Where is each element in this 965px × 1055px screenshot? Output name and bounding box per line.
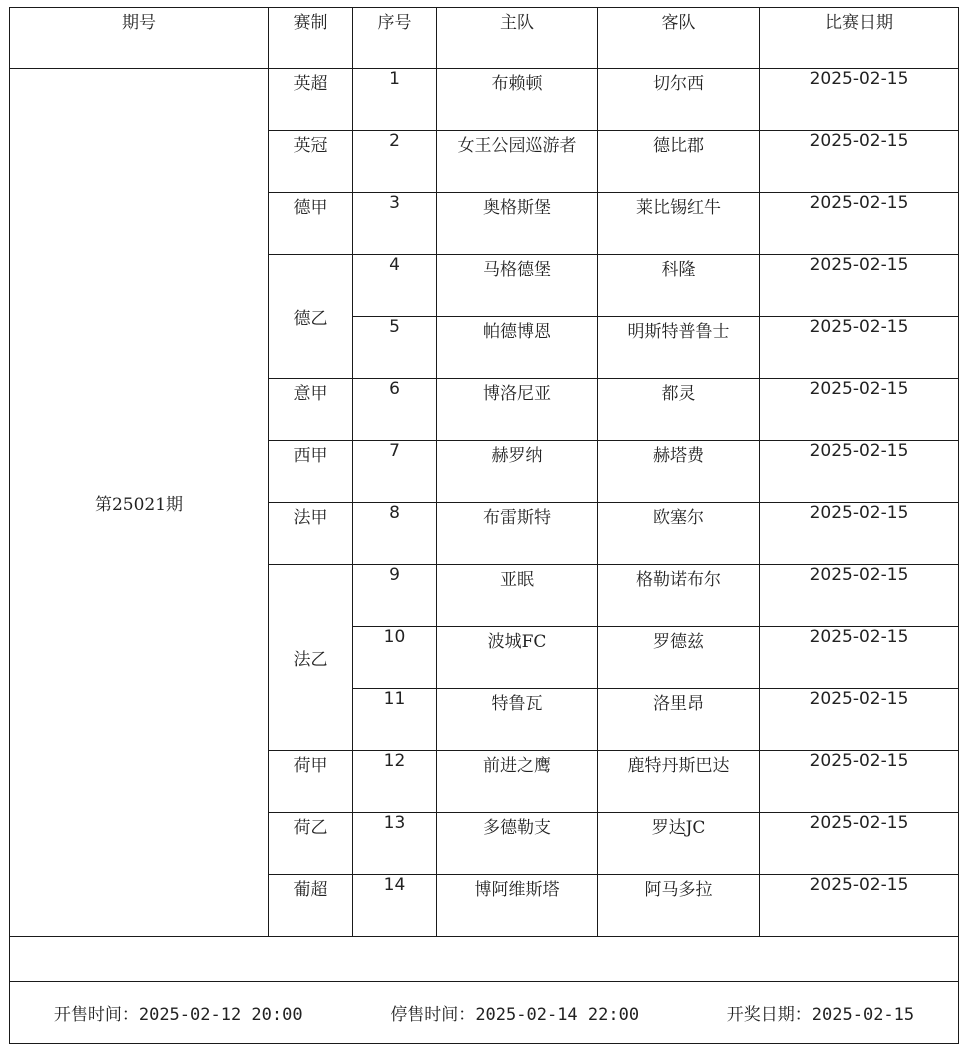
away-team: 欧塞尔 bbox=[598, 503, 760, 565]
match-no: 5 bbox=[353, 317, 437, 379]
away-team: 赫塔费 bbox=[598, 441, 760, 503]
sale-stop bbox=[390, 1000, 639, 1025]
sale-start bbox=[54, 1000, 303, 1025]
away-team: 鹿特丹斯巴达 bbox=[598, 751, 760, 813]
home-team: 博洛尼亚 bbox=[437, 379, 598, 441]
match-no: 6 bbox=[353, 379, 437, 441]
league-cell: 葡超 bbox=[269, 875, 353, 937]
home-team: 多德勒支 bbox=[437, 813, 598, 875]
footer-row bbox=[10, 982, 959, 1044]
league-cell: 荷乙 bbox=[269, 813, 353, 875]
match-date: 2025-02-15 bbox=[760, 813, 959, 875]
match-no: 8 bbox=[353, 503, 437, 565]
league-cell: 西甲 bbox=[269, 441, 353, 503]
sale-start-label: 开售时间： bbox=[53, 1005, 139, 1025]
home-team: 布赖顿 bbox=[437, 69, 598, 131]
header-home: 主队 bbox=[437, 8, 598, 69]
home-team: 波城FC bbox=[437, 627, 598, 689]
header-period: 期号 bbox=[10, 8, 269, 69]
home-team: 女王公园巡游者 bbox=[437, 131, 598, 193]
away-team: 科隆 bbox=[598, 255, 760, 317]
away-team: 都灵 bbox=[598, 379, 760, 441]
home-team: 布雷斯特 bbox=[437, 503, 598, 565]
header-no: 序号 bbox=[353, 8, 437, 69]
spacer-cell bbox=[10, 937, 959, 982]
header-away: 客队 bbox=[598, 8, 760, 69]
match-no: 9 bbox=[353, 565, 437, 627]
away-team: 莱比锡红牛 bbox=[598, 193, 760, 255]
match-date: 2025-02-15 bbox=[760, 875, 959, 937]
sale-info bbox=[10, 1000, 958, 1025]
match-no: 11 bbox=[353, 689, 437, 751]
home-team: 帕德博恩 bbox=[437, 317, 598, 379]
home-team: 特鲁瓦 bbox=[437, 689, 598, 751]
match-date: 2025-02-15 bbox=[760, 69, 959, 131]
away-team: 格勒诺布尔 bbox=[598, 565, 760, 627]
match-date: 2025-02-15 bbox=[760, 131, 959, 193]
match-no: 3 bbox=[353, 193, 437, 255]
draw-date-value: 2025-02-15 bbox=[811, 1005, 915, 1025]
match-date: 2025-02-15 bbox=[760, 503, 959, 565]
league-cell: 荷甲 bbox=[269, 751, 353, 813]
draw-date bbox=[727, 1000, 914, 1025]
header-league: 赛制 bbox=[269, 8, 353, 69]
match-no: 2 bbox=[353, 131, 437, 193]
home-team: 亚眠 bbox=[437, 565, 598, 627]
away-team: 罗德兹 bbox=[598, 627, 760, 689]
league-cell: 德甲 bbox=[269, 193, 353, 255]
match-date: 2025-02-15 bbox=[760, 627, 959, 689]
sale-stop-label: 停售时间： bbox=[390, 1005, 476, 1025]
sale-start-value: 2025-02-12 20:00 bbox=[138, 1005, 303, 1025]
home-team: 赫罗纳 bbox=[437, 441, 598, 503]
table-row bbox=[10, 69, 959, 131]
match-date: 2025-02-15 bbox=[760, 193, 959, 255]
league-cell: 法甲 bbox=[269, 503, 353, 565]
header-row bbox=[10, 8, 959, 69]
sale-stop-value: 2025-02-14 22:00 bbox=[475, 1005, 640, 1025]
match-date: 2025-02-15 bbox=[760, 751, 959, 813]
away-team: 罗达JC bbox=[598, 813, 760, 875]
match-date: 2025-02-15 bbox=[760, 441, 959, 503]
match-no: 13 bbox=[353, 813, 437, 875]
home-team: 奥格斯堡 bbox=[437, 193, 598, 255]
period-cell: 第25021期 bbox=[10, 69, 269, 937]
home-team: 博阿维斯塔 bbox=[437, 875, 598, 937]
away-team: 德比郡 bbox=[598, 131, 760, 193]
away-team: 切尔西 bbox=[598, 69, 760, 131]
league-cell: 德乙 bbox=[269, 255, 353, 379]
away-team: 明斯特普鲁士 bbox=[598, 317, 760, 379]
league-cell: 意甲 bbox=[269, 379, 353, 441]
match-date: 2025-02-15 bbox=[760, 379, 959, 441]
spacer-row bbox=[10, 937, 959, 982]
match-no: 10 bbox=[353, 627, 437, 689]
match-no: 1 bbox=[353, 69, 437, 131]
draw-date-label: 开奖日期： bbox=[726, 1005, 812, 1025]
home-team: 马格德堡 bbox=[437, 255, 598, 317]
league-cell: 法乙 bbox=[269, 565, 353, 751]
match-date: 2025-02-15 bbox=[760, 565, 959, 627]
match-no: 12 bbox=[353, 751, 437, 813]
away-team: 阿马多拉 bbox=[598, 875, 760, 937]
match-no: 7 bbox=[353, 441, 437, 503]
match-no: 4 bbox=[353, 255, 437, 317]
match-date: 2025-02-15 bbox=[760, 255, 959, 317]
match-date: 2025-02-15 bbox=[760, 689, 959, 751]
header-date: 比赛日期 bbox=[760, 8, 959, 69]
footer-cell bbox=[10, 982, 959, 1044]
away-team: 洛里昂 bbox=[598, 689, 760, 751]
home-team: 前进之鹰 bbox=[437, 751, 598, 813]
match-date: 2025-02-15 bbox=[760, 317, 959, 379]
fixtures-table bbox=[9, 7, 959, 1044]
league-cell: 英冠 bbox=[269, 131, 353, 193]
league-cell: 英超 bbox=[269, 69, 353, 131]
match-no: 14 bbox=[353, 875, 437, 937]
